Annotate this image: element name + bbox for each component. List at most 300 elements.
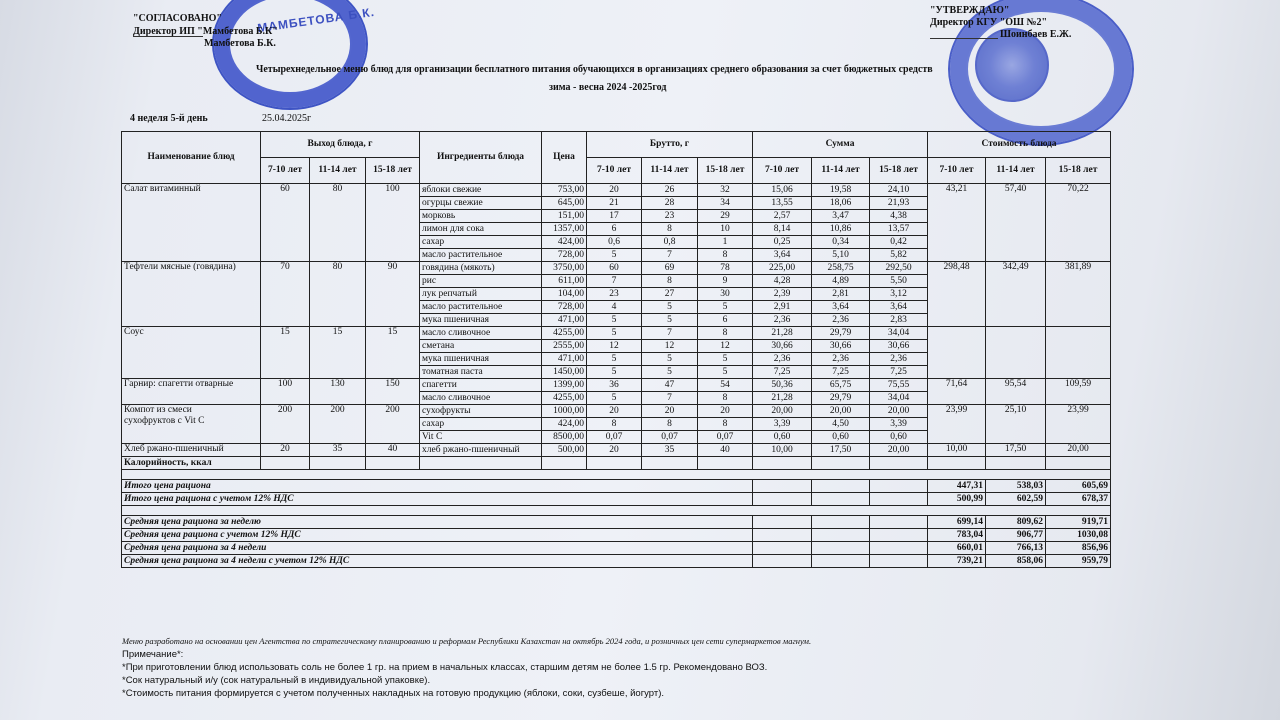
header-brutto: Брутто, г: [587, 132, 753, 158]
ingredient-brutto: 0,6: [587, 236, 642, 249]
ingredient-sum: 0,60: [870, 431, 928, 444]
ingredient-brutto: 1: [698, 236, 753, 249]
dish-name-line: сухофруктов с Vit C: [124, 416, 205, 426]
approval-label-right: "УТВЕРЖДАЮ": [930, 5, 1010, 16]
ingredient-brutto: 0,07: [642, 431, 698, 444]
header-age: 11-14 лет: [812, 158, 870, 184]
ingredient-brutto: 0,8: [642, 236, 698, 249]
empty-cell: [122, 470, 1111, 480]
ingredient-sum: 2,36: [753, 314, 812, 327]
ingredient-price: 8500,00: [542, 431, 587, 444]
ingredient-brutto: 5: [642, 353, 698, 366]
ingredient-brutto: 5: [698, 301, 753, 314]
dish-output: 100: [261, 379, 310, 405]
dish-output: 200: [366, 405, 420, 444]
ingredient-brutto: 54: [698, 379, 753, 392]
dish-cost: 20,00: [1046, 444, 1111, 457]
signature-line-right: [930, 38, 998, 39]
ingredient-price: 104,00: [542, 288, 587, 301]
ingredient-brutto: 5: [642, 301, 698, 314]
total-value: 783,04: [928, 529, 986, 542]
dish-output: 80: [310, 262, 366, 327]
ingredient-brutto: 9: [698, 275, 753, 288]
ingredient-price: 471,00: [542, 353, 587, 366]
ingredient-brutto: 8: [698, 392, 753, 405]
note-juice: *Сок натуральный и/у (сок натуральный в индивидуальной упаковке).: [122, 675, 431, 686]
ingredient-name: масло растительное: [420, 249, 542, 262]
empty-cell: [753, 529, 812, 542]
ingredient-price: 424,00: [542, 418, 587, 431]
empty-cell: [870, 457, 928, 470]
ingredient-name: масло сливочное: [420, 327, 542, 340]
ingredient-brutto: 6: [587, 223, 642, 236]
ingredient-brutto: 69: [642, 262, 698, 275]
ingredient-sum: 75,55: [870, 379, 928, 392]
dish-cost: [928, 327, 986, 379]
ingredient-brutto: 7: [642, 392, 698, 405]
total-label: Средняя цена рациона с учетом 12% НДС: [122, 529, 753, 542]
empty-cell: [812, 542, 870, 555]
header-age: 15-18 лет: [870, 158, 928, 184]
dish-cost: 25,10: [986, 405, 1046, 444]
ingredient-price: 728,00: [542, 301, 587, 314]
approver-role-left: Директор ИП "Мамбетова Б.К": [133, 26, 278, 37]
menu-date: 25.04.2025г: [262, 113, 312, 124]
dish-output: 100: [366, 184, 420, 262]
table-row: [122, 327, 1111, 340]
ingredient-price: 424,00: [542, 236, 587, 249]
dish-output: 200: [310, 405, 366, 444]
ingredient-brutto: 5: [587, 327, 642, 340]
ingredient-price: 1357,00: [542, 223, 587, 236]
ingredient-brutto: 8: [642, 223, 698, 236]
ingredient-brutto: 32: [698, 184, 753, 197]
ingredient-price: 611,00: [542, 275, 587, 288]
dish-name: [122, 327, 261, 379]
ingredient-name: хлеб ржано-пшеничный: [420, 444, 542, 457]
header-age: 7-10 лет: [753, 158, 812, 184]
ingredient-brutto: 47: [642, 379, 698, 392]
ingredient-name: сахар: [420, 236, 542, 249]
ingredient-price: 4255,00: [542, 327, 587, 340]
header-price: Цена: [542, 132, 587, 184]
dish-cost: 70,22: [1046, 184, 1111, 262]
ingredient-sum: 29,79: [812, 392, 870, 405]
total-label: Средняя цена рациона за 4 недели с учетом 12% НДС: [122, 555, 753, 568]
ingredient-sum: 3,39: [753, 418, 812, 431]
dish-output: 60: [261, 184, 310, 262]
total-value: 919,71: [1046, 516, 1111, 529]
ingredient-sum: 3,64: [753, 249, 812, 262]
ingredient-sum: 2,36: [870, 353, 928, 366]
header-sum: Сумма: [753, 132, 928, 158]
dish-name: [122, 184, 261, 262]
table-row: [122, 405, 1111, 418]
ingredient-brutto: 5: [642, 366, 698, 379]
ingredient-brutto: 0,07: [587, 431, 642, 444]
ingredient-sum: 30,66: [753, 340, 812, 353]
note-cost: *Стоимость питания формируется с учетом полученных накладных на готовую продукцию (яблоки, соки, сузбеше, йогурт).: [122, 688, 665, 699]
total-label: Итого цена рациона с учетом 12% НДС: [122, 493, 753, 506]
dish-name-line: Салат витаминный: [124, 184, 201, 194]
dish-output: 150: [366, 379, 420, 405]
week-day-label: 4 неделя 5-й день: [130, 113, 208, 124]
dish-output: 15: [366, 327, 420, 379]
ingredient-name: сухофрукты: [420, 405, 542, 418]
document-title: Четырехнедельное меню блюд для организации бесплатного питания обучающихся в организациях среднего образования за счет бюджетных средств: [256, 64, 933, 75]
total-value: 660,01: [928, 542, 986, 555]
ingredient-price: 471,00: [542, 314, 587, 327]
ingredient-sum: 3,39: [870, 418, 928, 431]
dish-output: 35: [310, 444, 366, 457]
ingredient-brutto: 35: [642, 444, 698, 457]
total-value: 699,14: [928, 516, 986, 529]
ingredient-sum: 2,83: [870, 314, 928, 327]
ingredient-name: лимон для сока: [420, 223, 542, 236]
approver-role-right: Директор КГУ "ОШ №2": [930, 17, 1048, 28]
dish-name-line: Тефтели мясные (говядина): [124, 262, 236, 272]
ingredient-sum: 30,66: [812, 340, 870, 353]
total-value: 500,99: [928, 493, 986, 506]
dish-name-line: Хлеб ржано-пшеничный: [124, 444, 224, 454]
ingredient-name: говядина (мякоть): [420, 262, 542, 275]
ingredient-brutto: 7: [642, 249, 698, 262]
ingredient-name: сметана: [420, 340, 542, 353]
ingredient-sum: 13,55: [753, 197, 812, 210]
ingredient-sum: 7,25: [753, 366, 812, 379]
empty-cell: [753, 516, 812, 529]
ingredient-sum: 2,36: [812, 353, 870, 366]
ingredient-name: масло сливочное: [420, 392, 542, 405]
empty-cell: [986, 457, 1046, 470]
dish-output: 80: [310, 184, 366, 262]
empty-cell: [587, 457, 642, 470]
ingredient-brutto: 12: [642, 340, 698, 353]
note-title: Примечание*:: [122, 649, 184, 660]
header-age: 7-10 лет: [587, 158, 642, 184]
empty-cell: [870, 542, 928, 555]
empty-cell: [812, 529, 870, 542]
ingredient-brutto: 34: [698, 197, 753, 210]
ingredient-brutto: 6: [698, 314, 753, 327]
dish-name: [122, 444, 261, 457]
ingredient-brutto: 8: [698, 249, 753, 262]
ingredient-brutto: 23: [642, 210, 698, 223]
table-row: [122, 262, 1111, 275]
empty-cell: [812, 480, 870, 493]
table-row: [122, 184, 1111, 197]
ingredient-sum: 0,25: [753, 236, 812, 249]
total-row: [122, 529, 1111, 542]
approver-name-right: Шоинбаев Е.Ж.: [1000, 29, 1072, 40]
ingredient-sum: 2,36: [812, 314, 870, 327]
dish-cost: 17,50: [986, 444, 1046, 457]
header-age: 15-18 лет: [698, 158, 753, 184]
total-row: [122, 493, 1111, 506]
total-value: 959,79: [1046, 555, 1111, 568]
table-row: [122, 379, 1111, 392]
dish-output: 90: [366, 262, 420, 327]
dish-name: [122, 405, 261, 444]
document-subtitle: зима - весна 2024 -2025год: [549, 82, 667, 93]
dish-cost: 342,49: [986, 262, 1046, 327]
ingredient-price: 2555,00: [542, 340, 587, 353]
ingredient-name: рис: [420, 275, 542, 288]
ingredient-brutto: 0,07: [698, 431, 753, 444]
ingredient-brutto: 36: [587, 379, 642, 392]
dish-cost: 71,64: [928, 379, 986, 405]
ingredient-sum: 8,14: [753, 223, 812, 236]
dish-cost: 95,54: [986, 379, 1046, 405]
dish-cost: 57,40: [986, 184, 1046, 262]
ingredient-price: 500,00: [542, 444, 587, 457]
empty-cell: [366, 457, 420, 470]
ingredient-sum: 3,64: [812, 301, 870, 314]
dish-cost: 43,21: [928, 184, 986, 262]
ingredient-sum: 20,00: [812, 405, 870, 418]
empty-cell: [812, 457, 870, 470]
dish-output: 15: [261, 327, 310, 379]
ingredient-sum: 17,50: [812, 444, 870, 457]
calories-label: Калорийность, ккал: [122, 457, 261, 470]
dish-cost: [986, 327, 1046, 379]
empty-cell: [753, 480, 812, 493]
ingredient-brutto: 5: [698, 353, 753, 366]
total-value: 538,03: [986, 480, 1046, 493]
ingredient-sum: 5,10: [812, 249, 870, 262]
empty-cell: [542, 457, 587, 470]
ingredient-sum: 4,50: [812, 418, 870, 431]
total-row: [122, 555, 1111, 568]
ingredient-sum: 4,89: [812, 275, 870, 288]
ingredient-sum: 2,57: [753, 210, 812, 223]
ingredient-sum: 0,60: [812, 431, 870, 444]
ingredient-brutto: 20: [587, 444, 642, 457]
ingredient-brutto: 30: [698, 288, 753, 301]
ingredient-brutto: 40: [698, 444, 753, 457]
ingredient-name: яблоки свежие: [420, 184, 542, 197]
note-salt: *При приготовлении блюд использовать соль не более 1 гр. на прием в начальных классах, старшим детям не более 1.5 гр. Рекомендовано ВОЗ.: [122, 662, 768, 673]
header-age: 11-14 лет: [642, 158, 698, 184]
ingredient-sum: 292,50: [870, 262, 928, 275]
stamp-left-text: МАМБЕТОВА Б.К.: [256, 4, 376, 36]
ingredient-sum: 20,00: [753, 405, 812, 418]
approver-name-left: Мамбетова Б.К.: [204, 38, 276, 49]
ingredient-sum: 34,04: [870, 327, 928, 340]
ingredient-brutto: 5: [587, 249, 642, 262]
ingredient-brutto: 5: [587, 366, 642, 379]
empty-cell: [870, 529, 928, 542]
ingredient-price: 728,00: [542, 249, 587, 262]
ingredient-sum: 0,42: [870, 236, 928, 249]
ingredient-sum: 2,39: [753, 288, 812, 301]
total-label: Итого цена рациона: [122, 480, 753, 493]
ingredient-price: 1399,00: [542, 379, 587, 392]
total-value: 602,59: [986, 493, 1046, 506]
table-row: [122, 444, 1111, 457]
ingredient-brutto: 78: [698, 262, 753, 275]
ingredient-name: морковь: [420, 210, 542, 223]
ingredient-name: сахар: [420, 418, 542, 431]
ingredient-brutto: 23: [587, 288, 642, 301]
total-value: 856,96: [1046, 542, 1111, 555]
ingredient-name: спагетти: [420, 379, 542, 392]
ingredient-sum: 34,04: [870, 392, 928, 405]
calories-row: [122, 457, 1111, 470]
dish-output: 200: [261, 405, 310, 444]
header-dish-name: Наименование блюд: [122, 132, 261, 184]
total-value: 739,21: [928, 555, 986, 568]
menu-table-body: [122, 184, 1111, 568]
ingredient-brutto: 21: [587, 197, 642, 210]
ingredient-sum: 21,93: [870, 197, 928, 210]
dish-cost: 109,59: [1046, 379, 1111, 405]
ingredient-sum: 15,06: [753, 184, 812, 197]
ingredient-brutto: 5: [587, 392, 642, 405]
empty-cell: [870, 555, 928, 568]
ingredient-brutto: 28: [642, 197, 698, 210]
header-age: 7-10 лет: [261, 158, 310, 184]
ingredient-price: 753,00: [542, 184, 587, 197]
empty-cell: [870, 480, 928, 493]
ingredient-sum: 7,25: [870, 366, 928, 379]
empty-cell: [420, 457, 542, 470]
empty-cell: [261, 457, 310, 470]
ingredient-sum: 4,28: [753, 275, 812, 288]
ingredient-brutto: 27: [642, 288, 698, 301]
menu-table: [121, 131, 1111, 568]
ingredient-sum: 20,00: [870, 405, 928, 418]
ingredient-brutto: 12: [587, 340, 642, 353]
ingredient-brutto: 17: [587, 210, 642, 223]
ingredient-sum: 3,47: [812, 210, 870, 223]
ingredient-brutto: 10: [698, 223, 753, 236]
total-value: 766,13: [986, 542, 1046, 555]
ingredient-brutto: 20: [698, 405, 753, 418]
signature-line-left: [133, 36, 203, 37]
ingredient-sum: 21,28: [753, 327, 812, 340]
ingredient-price: 1450,00: [542, 366, 587, 379]
ingredient-sum: 21,28: [753, 392, 812, 405]
ingredient-brutto: 20: [642, 405, 698, 418]
ingredient-name: томатная паста: [420, 366, 542, 379]
ingredient-brutto: 5: [698, 366, 753, 379]
ingredient-brutto: 5: [587, 353, 642, 366]
ingredient-brutto: 20: [587, 184, 642, 197]
header-output: Выход блюда, г: [261, 132, 420, 158]
total-row: [122, 516, 1111, 529]
ingredient-sum: 5,50: [870, 275, 928, 288]
empty-cell: [1046, 457, 1111, 470]
ingredient-price: 4255,00: [542, 392, 587, 405]
empty-cell: [812, 555, 870, 568]
header-age: 11-14 лет: [986, 158, 1046, 184]
ingredient-sum: 10,86: [812, 223, 870, 236]
approval-label-left: "СОГЛАСОВАНО": [133, 13, 222, 24]
empty-cell: [698, 457, 753, 470]
ingredient-sum: 30,66: [870, 340, 928, 353]
ingredient-sum: 2,91: [753, 301, 812, 314]
dish-cost: 381,89: [1046, 262, 1111, 327]
dish-cost: 298,48: [928, 262, 986, 327]
empty-cell: [753, 457, 812, 470]
dish-output: 15: [310, 327, 366, 379]
ingredient-name: огурцы свежие: [420, 197, 542, 210]
total-row: [122, 480, 1111, 493]
header-age: 11-14 лет: [310, 158, 366, 184]
ingredient-sum: 20,00: [870, 444, 928, 457]
ingredient-price: 3750,00: [542, 262, 587, 275]
total-value: 906,77: [986, 529, 1046, 542]
ingredient-sum: 13,57: [870, 223, 928, 236]
ingredient-sum: 3,64: [870, 301, 928, 314]
ingredient-name: мука пшеничная: [420, 314, 542, 327]
ingredient-sum: 5,82: [870, 249, 928, 262]
dish-name: [122, 379, 261, 405]
ingredient-brutto: 7: [587, 275, 642, 288]
ingredient-brutto: 8: [698, 327, 753, 340]
empty-cell: [870, 493, 928, 506]
ingredient-sum: 225,00: [753, 262, 812, 275]
ingredient-sum: 258,75: [812, 262, 870, 275]
ingredient-brutto: 29: [698, 210, 753, 223]
empty-cell: [753, 542, 812, 555]
ingredient-sum: 2,81: [812, 288, 870, 301]
ingredient-brutto: 8: [698, 418, 753, 431]
empty-cell: [642, 457, 698, 470]
ingredient-sum: 24,10: [870, 184, 928, 197]
ingredient-brutto: 4: [587, 301, 642, 314]
total-value: 858,06: [986, 555, 1046, 568]
empty-cell: [310, 457, 366, 470]
ingredient-brutto: 26: [642, 184, 698, 197]
dish-output: 70: [261, 262, 310, 327]
ingredient-sum: 29,79: [812, 327, 870, 340]
header-age: 7-10 лет: [928, 158, 986, 184]
dish-cost: [1046, 327, 1111, 379]
ingredient-brutto: 20: [587, 405, 642, 418]
dish-output: 40: [366, 444, 420, 457]
ingredient-price: 1000,00: [542, 405, 587, 418]
header-cost: Стоимость блюда: [928, 132, 1111, 158]
ingredient-sum: 65,75: [812, 379, 870, 392]
ingredient-sum: 50,36: [753, 379, 812, 392]
ingredient-brutto: 60: [587, 262, 642, 275]
header-age: 15-18 лет: [366, 158, 420, 184]
ingredient-sum: 19,58: [812, 184, 870, 197]
ingredient-name: Vit C: [420, 431, 542, 444]
ingredient-brutto: 5: [642, 314, 698, 327]
header-ingredients: Ингредиенты блюда: [420, 132, 542, 184]
ingredient-brutto: 7: [642, 327, 698, 340]
ingredient-sum: 7,25: [812, 366, 870, 379]
ingredient-sum: 18,06: [812, 197, 870, 210]
total-label: Средняя цена рациона за неделю: [122, 516, 753, 529]
ingredient-sum: 0,60: [753, 431, 812, 444]
total-value: 605,69: [1046, 480, 1111, 493]
total-value: 809,62: [986, 516, 1046, 529]
empty-cell: [753, 493, 812, 506]
ingredient-name: масло растительное: [420, 301, 542, 314]
spacer-row: [122, 506, 1111, 516]
ingredient-sum: 10,00: [753, 444, 812, 457]
total-value: 1030,08: [1046, 529, 1111, 542]
total-label: Средняя цена рациона за 4 недели: [122, 542, 753, 555]
ingredient-name: лук репчатый: [420, 288, 542, 301]
dish-name-line: Соус: [124, 327, 144, 337]
ingredient-sum: 3,12: [870, 288, 928, 301]
dish-cost: 10,00: [928, 444, 986, 457]
